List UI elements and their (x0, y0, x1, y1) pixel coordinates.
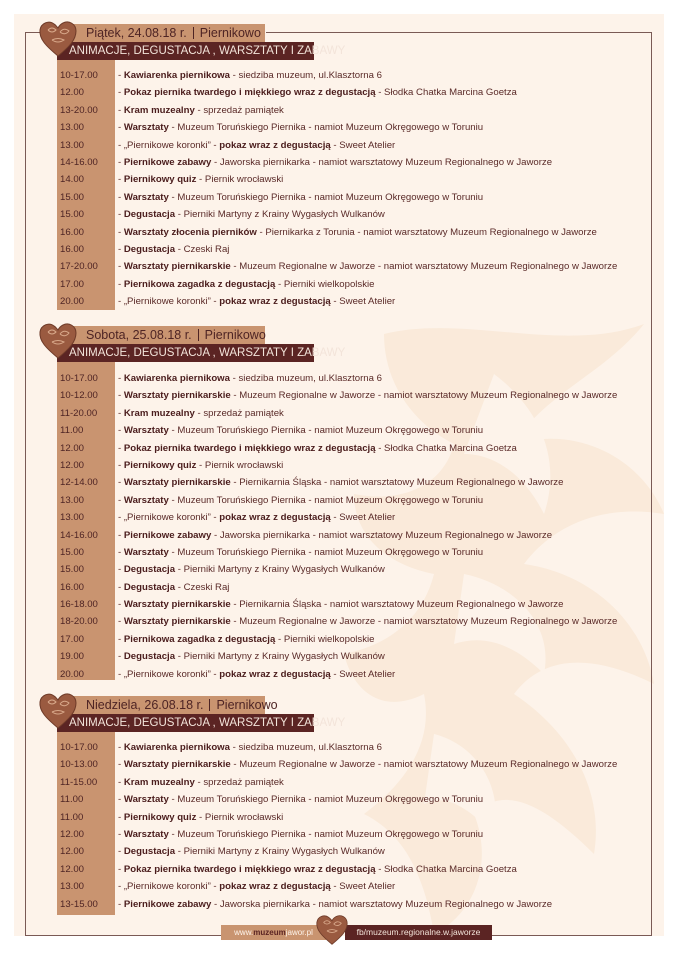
day-place: Piernikowo (199, 26, 261, 40)
event-details: - Muzeum Regionalne w Jaworze - namiot warsztatowy Muzeum Regionalnego w Jaworze (230, 261, 618, 273)
gingerbread-heart-icon (38, 20, 78, 58)
event-description (118, 826, 483, 843)
day-date: Niedziela, 26.08.18 r. (86, 698, 204, 712)
event-description (118, 613, 617, 630)
event-time: 15.00 (60, 546, 85, 558)
event-description (118, 387, 617, 404)
event-time: 10-17.00 (60, 373, 98, 384)
event-details: - Muzeum Toruńskiego Piernika - namiot Muzeum Okręgowego w Toruniu (168, 122, 484, 134)
day-date: Piątek, 24.08.18 r. (86, 26, 187, 40)
event-details: - Pierniki wielkopolskie (275, 633, 375, 645)
event-prefix: - (118, 863, 124, 875)
facebook-link[interactable]: fb/muzeum.regionalne.w.jaworze (345, 925, 492, 940)
event-time: 12.00 (60, 846, 85, 858)
event-name: Warsztaty piernikarskie (123, 477, 231, 489)
event-prefix: - (118, 564, 124, 576)
event-prefix: - (118, 156, 124, 168)
event-prefix: - „Piernikowe koronki” - (118, 881, 220, 893)
event-time: 17.00 (60, 278, 85, 290)
event-description (118, 84, 517, 101)
event-time: 10-12.00 (60, 390, 98, 402)
event-name: Warsztaty (123, 122, 169, 134)
event-name: Warsztaty (123, 494, 169, 506)
event-time: 11.00 (60, 794, 84, 806)
event-name: Warsztaty piernikarskie (123, 759, 231, 771)
event-details: - Czeski Raj (175, 243, 230, 255)
event-name: Piernikowy quiz (123, 459, 197, 471)
event-prefix: - (118, 104, 124, 116)
event-prefix: - (118, 459, 124, 471)
event-prefix: - (118, 407, 124, 419)
event-description (118, 809, 283, 826)
event-name: Warsztaty (123, 191, 169, 203)
event-name: pokaz wraz z degustacją (219, 139, 331, 151)
event-time: 14-16.00 (60, 529, 98, 541)
event-time: 20.00 (60, 296, 85, 308)
event-name: Kawiarenka piernikowa (123, 373, 230, 384)
frame-line (492, 935, 652, 936)
event-description (118, 596, 563, 613)
event-details: - Muzeum Regionalne w Jaworze - namiot warsztatowy Muzeum Regionalnego w Jaworze (230, 616, 618, 628)
event-time: 18-20.00 (60, 616, 98, 628)
event-prefix: - (118, 846, 124, 858)
day-header (72, 326, 265, 344)
event-details: - Jaworska piernikarka - namiot warsztatowy Muzeum Regionalnego w Jaworze (211, 156, 553, 168)
event-time: 10-13.00 (60, 759, 98, 771)
gingerbread-heart-icon (38, 322, 78, 360)
event-time: 13.00 (60, 139, 85, 151)
event-description (118, 843, 385, 860)
day-header (72, 24, 265, 42)
event-name: Warsztaty piernikarskie (123, 390, 231, 402)
event-name: Piernikowy quiz (123, 174, 197, 186)
event-details: - Słodka Chatka Marcina Goetza (375, 442, 517, 454)
event-details: - Pierniki Martyny z Krainy Wygasłych Wulkanów (175, 209, 385, 221)
event-details: - Sweet Atelier (330, 139, 396, 151)
event-details: - Piernikarka z Torunia - namiot warsztatowy Muzeum Regionalnego w Jaworze (256, 226, 597, 238)
section-title: ANIMACJE, DEGUSTACJA , WARSZTATY I ZABAWY (57, 344, 314, 362)
event-time: 16-18.00 (60, 599, 98, 611)
event-time: 15.00 (60, 209, 85, 221)
event-description (118, 440, 517, 457)
website-prefix: www. (234, 928, 254, 937)
event-name: Degustacja (123, 564, 176, 576)
event-details: - siedziba muzeum, ul.Klasztorna 6 (229, 742, 382, 753)
event-description (118, 405, 284, 422)
event-details: - Piernik wrocławski (196, 459, 284, 471)
event-name: Warsztaty (123, 425, 169, 437)
event-time: 12.00 (60, 459, 85, 471)
event-prefix: - (118, 390, 124, 402)
event-name: Kram muzealny (123, 407, 195, 419)
event-description (118, 896, 552, 913)
event-prefix: - (118, 529, 124, 541)
event-details: - siedziba muzeum, ul.Klasztorna 6 (229, 70, 382, 81)
event-prefix: - (118, 122, 124, 134)
event-description (118, 739, 382, 756)
event-description (118, 861, 517, 878)
event-details: - Piernik wrocławski (196, 174, 284, 186)
event-prefix: - (118, 633, 124, 645)
event-prefix: - (118, 651, 124, 663)
event-name: pokaz wraz z degustacją (219, 668, 331, 680)
event-name: Warsztaty (123, 828, 169, 840)
event-time: 15.00 (60, 191, 85, 203)
event-time: 13.00 (60, 494, 85, 506)
event-time: 12-14.00 (60, 477, 98, 489)
event-details: - Sweet Atelier (330, 881, 396, 893)
event-name: Piernikowe zabawy (123, 898, 212, 910)
event-prefix: - (118, 828, 124, 840)
event-name: Piernikowa zagadka z degustacją (123, 278, 276, 290)
event-time: 12.00 (60, 442, 85, 454)
event-prefix: - (118, 87, 124, 99)
event-prefix: - (118, 278, 124, 290)
event-name: Warsztaty piernikarskie (123, 261, 231, 273)
event-time: 16.00 (60, 226, 85, 238)
event-description (118, 67, 382, 84)
event-details: - Czeski Raj (175, 581, 230, 593)
event-details: - Muzeum Toruńskiego Piernika - namiot Muzeum Okręgowego w Toruniu (168, 494, 484, 506)
event-details: - Pierniki wielkopolskie (275, 278, 375, 290)
event-name: Kram muzealny (123, 776, 195, 788)
event-description (118, 154, 552, 171)
event-time: 12.00 (60, 828, 85, 840)
day-place: Piernikowo (216, 698, 278, 712)
day-header (72, 696, 278, 714)
event-name: pokaz wraz z degustacją (219, 296, 331, 308)
event-prefix: - (118, 776, 124, 788)
event-time: 11.00 (60, 811, 84, 823)
day-date: Sobota, 25.08.18 r. (86, 328, 192, 342)
event-time: 10-17.00 (60, 70, 98, 81)
event-description (118, 276, 374, 293)
event-name: Pokaz piernika twardego i miękkiego wraz z degustacją (123, 442, 376, 454)
day-place: Piernikowo (204, 328, 266, 342)
event-time: 19.00 (60, 651, 85, 663)
event-prefix: - (118, 477, 124, 489)
event-name: Degustacja (123, 243, 176, 255)
event-details: - sprzedaż pamiątek (194, 407, 284, 419)
event-name: Warsztaty złocenia pierników (123, 226, 257, 238)
event-prefix: - (118, 546, 124, 558)
event-name: Piernikowy quiz (123, 811, 197, 823)
event-prefix: - (118, 811, 124, 823)
event-prefix: - „Piernikowe koronki” - (118, 139, 220, 151)
event-details: - sprzedaż pamiątek (194, 104, 284, 116)
event-time: 13.00 (60, 122, 85, 134)
separator (193, 27, 194, 39)
event-description (118, 561, 385, 578)
event-prefix: - (118, 442, 124, 454)
event-details: - Sweet Atelier (330, 668, 396, 680)
event-name: Warsztaty piernikarskie (123, 599, 231, 611)
event-name: Warsztaty (123, 794, 169, 806)
event-details: - Pierniki Martyny z Krainy Wygasłych Wulkanów (175, 846, 385, 858)
event-description (118, 774, 284, 791)
event-prefix: - (118, 373, 124, 384)
website-link[interactable] (221, 925, 326, 940)
event-name: pokaz wraz z degustacją (219, 512, 331, 524)
event-details: - Muzeum Regionalne w Jaworze - namiot warsztatowy Muzeum Regionalnego w Jaworze (230, 759, 618, 771)
event-description (118, 631, 374, 648)
event-prefix: - (118, 616, 124, 628)
event-time: 12.00 (60, 863, 85, 875)
event-description (118, 457, 283, 474)
event-details: - Słodka Chatka Marcina Goetza (375, 863, 517, 875)
event-details: - Piernik wrocławski (196, 811, 284, 823)
event-prefix: - (118, 261, 124, 273)
event-prefix: - (118, 70, 124, 81)
event-time: 13-20.00 (60, 104, 98, 116)
event-name: Kawiarenka piernikowa (123, 742, 230, 753)
event-details: - Słodka Chatka Marcina Goetza (375, 87, 517, 99)
event-time: 11-20.00 (60, 407, 98, 419)
event-time: 14.00 (60, 174, 85, 186)
event-description (118, 666, 395, 683)
event-time: 10-17.00 (60, 742, 98, 753)
event-name: Kram muzealny (123, 104, 195, 116)
event-name: Warsztaty (123, 546, 169, 558)
event-name: Piernikowe zabawy (123, 529, 212, 541)
event-prefix: - (118, 425, 124, 437)
event-time: 17.00 (60, 633, 85, 645)
event-details: - siedziba muzeum, ul.Klasztorna 6 (229, 373, 382, 384)
event-details: - Jaworska piernikarka - namiot warsztatowy Muzeum Regionalnego w Jaworze (211, 898, 553, 910)
event-description (118, 756, 617, 773)
event-details: - Piernikarnia Śląska - namiot warsztatowy Muzeum Regionalnego w Jaworze (230, 599, 564, 611)
event-prefix: - (118, 794, 124, 806)
event-prefix: - „Piernikowe koronki” - (118, 512, 220, 524)
event-name: Piernikowa zagadka z degustacją (123, 633, 276, 645)
event-time: 16.00 (60, 243, 85, 255)
event-prefix: - (118, 581, 124, 593)
event-description (118, 422, 483, 439)
event-time: 11-15.00 (60, 776, 98, 788)
event-details: - Pierniki Martyny z Krainy Wygasłych Wulkanów (175, 651, 385, 663)
event-name: Degustacja (123, 581, 176, 593)
event-time: 16.00 (60, 581, 85, 593)
frame-line (25, 935, 221, 936)
event-time: 13-15.00 (60, 898, 98, 910)
event-details: - Piernikarnia Śląska - namiot warsztatowy Muzeum Regionalnego w Jaworze (230, 477, 564, 489)
event-prefix: - (118, 742, 124, 753)
event-description (118, 171, 283, 188)
event-description (118, 137, 395, 154)
event-name: pokaz wraz z degustacją (219, 881, 331, 893)
event-details: - Pierniki Martyny z Krainy Wygasłych Wulkanów (175, 564, 385, 576)
event-name: Degustacja (123, 651, 176, 663)
event-description (118, 579, 229, 596)
section-title: ANIMACJE, DEGUSTACJA , WARSZTATY I ZABAWY (57, 714, 314, 732)
event-description (118, 474, 563, 491)
event-prefix: - (118, 191, 124, 203)
event-time: 17-20.00 (60, 261, 98, 273)
event-details: - Jaworska piernikarka - namiot warsztatowy Muzeum Regionalnego w Jaworze (211, 529, 553, 541)
event-prefix: - (118, 243, 124, 255)
event-prefix: - „Piernikowe koronki” - (118, 668, 220, 680)
event-details: - Sweet Atelier (330, 512, 396, 524)
event-description (118, 258, 617, 275)
event-description (118, 492, 483, 509)
event-prefix: - (118, 759, 124, 771)
event-description (118, 119, 483, 136)
event-name: Degustacja (123, 209, 176, 221)
event-description (118, 878, 395, 895)
event-prefix: - (118, 494, 124, 506)
event-description (118, 544, 483, 561)
event-name: Pokaz piernika twardego i miękkiego wraz z degustacją (123, 863, 376, 875)
event-details: - Muzeum Toruńskiego Piernika - namiot Muzeum Okręgowego w Toruniu (168, 546, 484, 558)
event-description (118, 293, 395, 310)
event-description (118, 102, 284, 119)
event-time: 15.00 (60, 564, 85, 576)
event-time: 12.00 (60, 87, 85, 99)
event-details: - Sweet Atelier (330, 296, 396, 308)
separator (209, 699, 210, 711)
event-time: 13.00 (60, 512, 85, 524)
event-prefix: - (118, 599, 124, 611)
event-prefix: - „Piernikowe koronki” - (118, 296, 220, 308)
event-description (118, 648, 385, 665)
event-name: Pokaz piernika twardego i miękkiego wraz z degustacją (123, 87, 376, 99)
event-prefix: - (118, 174, 124, 186)
event-prefix: - (118, 209, 124, 221)
gingerbread-heart-icon (38, 692, 78, 730)
event-description (118, 509, 395, 526)
website-suffix: jawor.pl (285, 928, 313, 937)
event-name: Piernikowe zabawy (123, 156, 212, 168)
event-name: Warsztaty piernikarskie (123, 616, 231, 628)
event-description (118, 791, 483, 808)
event-name: Kawiarenka piernikowa (123, 70, 230, 81)
event-prefix: - (118, 226, 124, 238)
section-title: ANIMACJE, DEGUSTACJA , WARSZTATY I ZABAWY (57, 42, 314, 60)
event-details: - Muzeum Toruńskiego Piernika - namiot Muzeum Okręgowego w Toruniu (168, 828, 484, 840)
event-time: 13.00 (60, 881, 85, 893)
event-description (118, 189, 483, 206)
separator (198, 329, 199, 341)
event-time: 20.00 (60, 668, 85, 680)
event-description (118, 370, 382, 387)
gingerbread-heart-icon (315, 914, 349, 946)
event-time: 14-16.00 (60, 156, 98, 168)
event-prefix: - (118, 898, 124, 910)
event-details: - sprzedaż pamiątek (194, 776, 284, 788)
website-bold: muzeum (253, 928, 286, 937)
event-name: Degustacja (123, 846, 176, 858)
event-description (118, 224, 597, 241)
event-details: - Muzeum Toruńskiego Piernika - namiot Muzeum Okręgowego w Toruniu (168, 191, 484, 203)
event-time: 11.00 (60, 425, 84, 437)
event-description (118, 527, 552, 544)
event-description (118, 206, 385, 223)
event-details: - Muzeum Toruńskiego Piernika - namiot Muzeum Okręgowego w Toruniu (168, 794, 484, 806)
event-details: - Muzeum Regionalne w Jaworze - namiot warsztatowy Muzeum Regionalnego w Jaworze (230, 390, 618, 402)
event-details: - Muzeum Toruńskiego Piernika - namiot Muzeum Okręgowego w Toruniu (168, 425, 484, 437)
event-description (118, 241, 229, 258)
